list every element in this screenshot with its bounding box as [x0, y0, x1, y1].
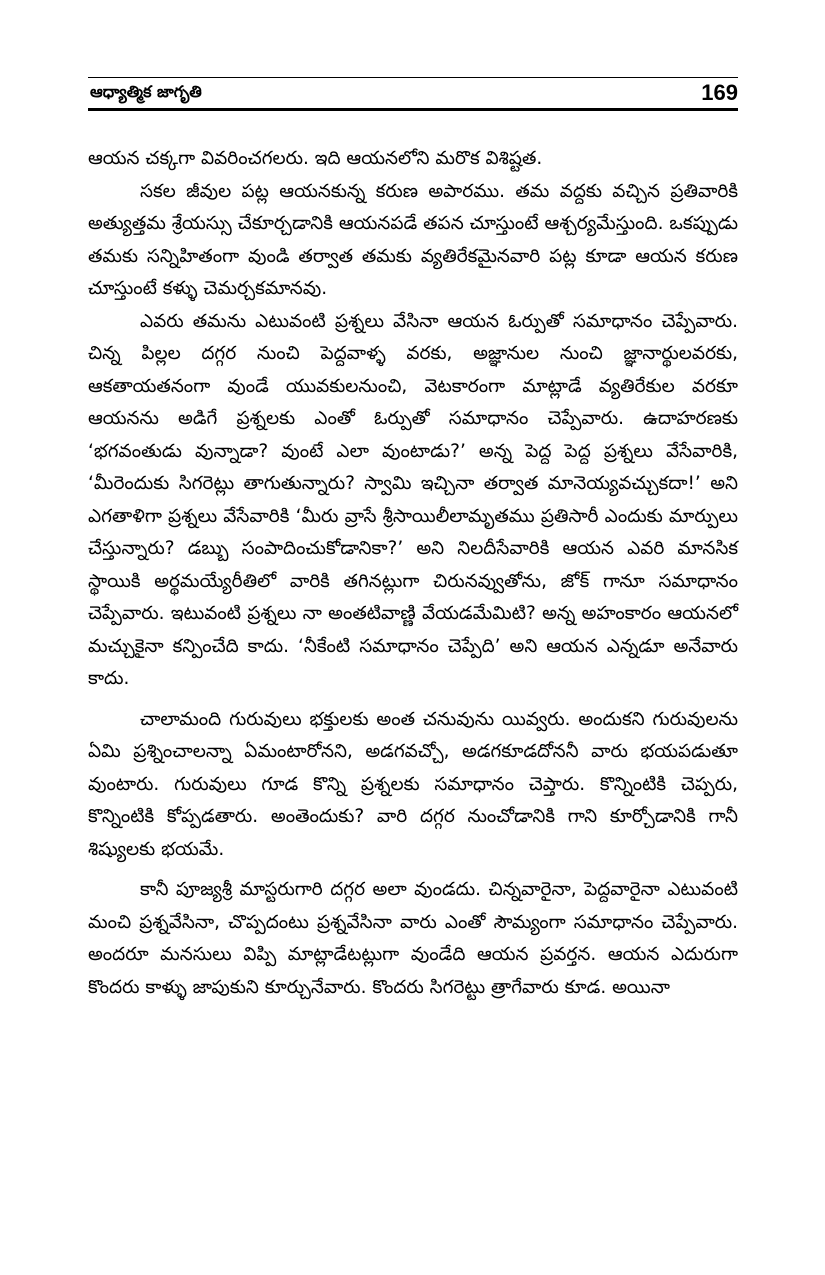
running-title: ఆధ్యాత్మిక జాగృతి	[90, 82, 202, 101]
paragraph: ఎవరు తమను ఎటువంటి ప్రశ్నలు వేసినా ఆయన ఓర్పుతో సమాధానం చెప్పేవారు. చిన్న పిల్లల దగ్గర నుంచి పెద్దవాళ్ళ వరకు, అజ్ఞానుల నుంచి జ్ఞానార్థులవరకు, ఆకతాయతనంగా వుండే యువకులనుంచి, వెటకారంగా మాట్లాడే వ్యతిరేకుల వరకూ ఆయనను అడిగే ప్రశ్నలకు ఎంతో ఓర్పుతో సమాధానం చెప్పేవారు. ఉదాహరణకు ‘భగవంతుడు వున్నాడా? వుంటే ఎలా వుంటాడు?’ అన్న పెద్ద పెద్ద ప్రశ్నలు వేసేవారికి, ‘మీరెందుకు సిగరెట్లు తాగుతున్నారు? స్వామి ఇచ్చినా తర్వాత మానెయ్యవచ్చుకదా!’ అని ఎగతాళిగా ప్రశ్నలు వేసేవారికి ‘మీరు వ్రాసే శ్రీసాయిలీలామృతము ప్రతిసారీ ఎందుకు మార్పులు చేస్తున్నారు? డబ్బు సంపాదించుకోడానికా?’ అని నిలదీసేవారికి ఆయన ఎవరి మానసిక స్థాయికి అర్థమయ్యేరీతిలో వారికి తగినట్లుగా చిరునవ్వుతోను, జోక్ గానూ సమాధానం చెప్పేవారు. ఇటువంటి ప్రశ్నలు నా అంతటివాణ్ణి వేయడమేమిటి? అన్న అహంకారం ఆయనలో మచ్చుకైనా కన్పించేది కాదు. ‘నీకేంటి సమాధానం చెప్పేది’ అని ఆయన ఎన్నడూ అనేవారు కాదు.	[88, 310, 738, 689]
body-text	[88, 143, 738, 1004]
paragraph: సకల జీవుల పట్ల ఆయనకున్న కరుణ అపారము. తమ వద్దకు వచ్చిన ప్రతివారికి అత్యుత్తమ శ్రేయస్సు చేకూర్చడానికి ఆయనపడే తపన చూస్తుంటే ఆశ్చర్యమేస్తుంది. ఒకప్పుడు తమకు సన్నిహితంగా వుండి తర్వాత తమకు వ్యతిరేకమైనవారి పట్ల కూడా ఆయన కరుణ చూస్తుంటే కళ్ళు చెమర్చకమానవు.	[88, 180, 738, 299]
paragraph: చాలామంది గురువులు భక్తులకు అంత చనువును యివ్వరు. అందుకని గురువులను ఏమి ప్రశ్నించాలన్నా ఏమంటారోనని, అడగవచ్చో, అడగకూడదోననీ వారు భయపడుతూ వుంటారు. గురువులు గూడ కొన్ని ప్రశ్నలకు సమాధానం చెప్తారు. కొన్నింటికి చెప్పరు, కొన్నింటికి కోప్పడతారు. అంతెందుకు? వారి దగ్గర నుంచోడానికి గాని కూర్చోడానికి గానీ శిష్యులకు భయమే.	[88, 708, 738, 860]
paragraph-continued: ఆయన చక్కగా వివరించగలరు. ఇది ఆయనలోని మరొక విశిష్టత.	[88, 148, 543, 169]
page-number: 169	[701, 80, 738, 105]
header-bottom-rule	[88, 108, 738, 111]
page-header	[88, 78, 738, 108]
paragraph: కానీ పూజ్యశ్రీ మాస్టరుగారి దగ్గర అలా వుండదు. చిన్నవారైనా, పెద్దవారైనా ఎటువంటి మంచి ప్రశ్నవేసినా, చొప్పదంటు ప్రశ్నవేసినా వారు ఎంతో సౌమ్యంగా సమాధానం చెప్పేవారు. అందరూ మనసులు విప్పి మాట్లాడేటట్లుగా వుండేది ఆయన ప్రవర్తన. ఆయన ఎదురుగా కొందరు కాళ్ళు జాపుకుని కూర్చునేవారు. కొందరు సిగరెట్టు త్రాగేవారు కూడ. అయినా	[88, 879, 738, 998]
